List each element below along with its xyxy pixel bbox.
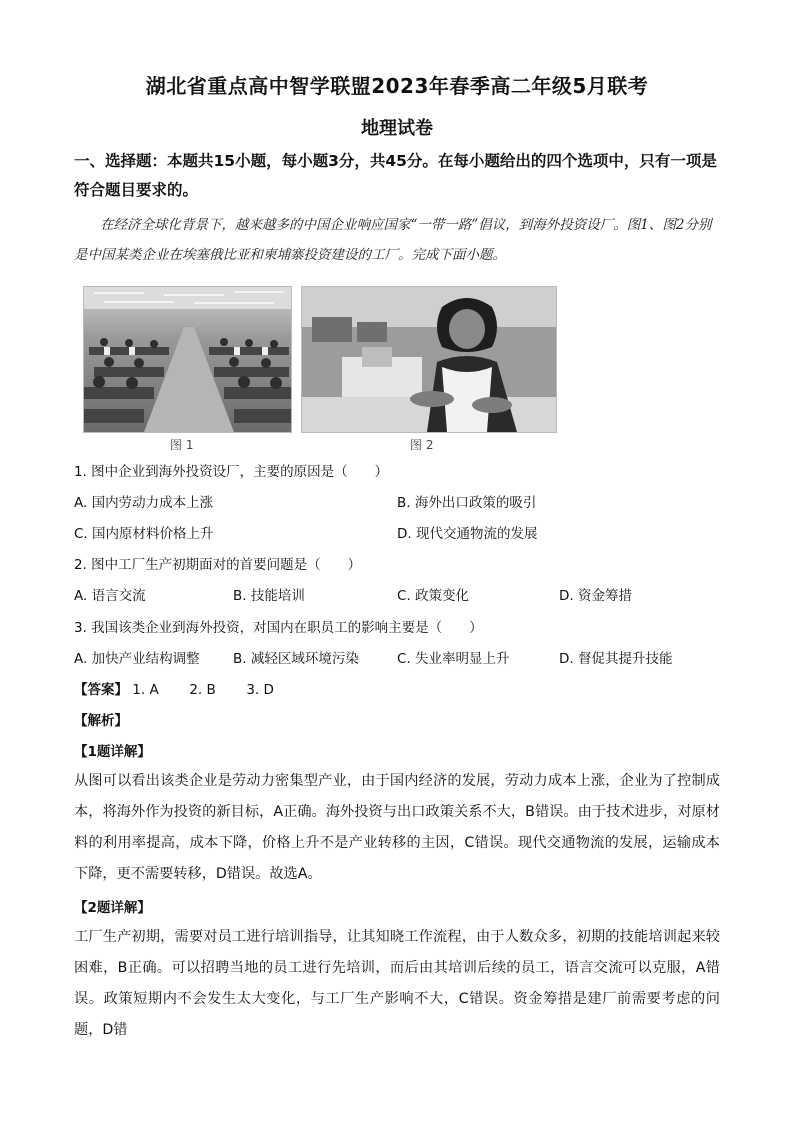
question-1-option-c: C. 国内原材料价格上升 (74, 526, 214, 542)
question-1-option-a: A. 国内劳动力成本上涨 (74, 495, 214, 511)
answer-item-3: 3. D (246, 682, 274, 698)
analysis-label: 【解析】 (74, 713, 128, 729)
question-2-stem: 2. 图中工厂生产初期面对的首要问题是（ ） (74, 557, 362, 573)
detail-1-heading: 【1题详解】 (74, 744, 151, 760)
question-1-option-d: D. 现代交通物流的发展 (397, 526, 538, 542)
figure-1-factory-photo (83, 286, 292, 433)
question-1-stem: 1. 图中企业到海外投资设厂，主要的原因是（ ） (74, 464, 389, 480)
factory-floor-illustration (84, 287, 291, 432)
question-3-option-a: A. 加快产业结构调整 (74, 651, 200, 667)
exam-subtitle: 地理试卷 (361, 118, 433, 139)
detail-2-heading: 【2题详解】 (74, 900, 151, 916)
figure-1-caption: 图 1 (170, 438, 194, 452)
question-3-stem: 3. 我国该类企业到海外投资，对国内在职员工的影响主要是（ ） (74, 620, 483, 636)
worker-illustration (302, 287, 556, 432)
figure-2-caption: 图 2 (410, 438, 434, 452)
exam-title: 湖北省重点高中智学联盟2023年春季高二年级5月联考 (145, 74, 649, 98)
question-3-option-d: D. 督促其提升技能 (559, 651, 673, 667)
answer-line (74, 680, 274, 700)
question-intro: 在经济全球化背景下，越来越多的中国企业响应国家“一带一路”倡议，到海外投资设厂。图1、图2分别是中国某类企业在埃塞俄比亚和柬埔寨投资建设的工厂。完成下面小题。 (74, 217, 712, 263)
question-2-option-b: B. 技能培训 (233, 588, 305, 604)
question-3-option-b: B. 减轻区域环境污染 (233, 651, 359, 667)
question-1-option-b: B. 海外出口政策的吸引 (397, 495, 537, 511)
question-3-option-c: C. 失业率明显上升 (397, 651, 510, 667)
answer-label: 【答案】 (74, 682, 128, 698)
question-2-option-d: D. 资金筹措 (559, 588, 632, 604)
answer-item-1: 1. A (132, 682, 159, 698)
question-2-option-a: A. 语言交流 (74, 588, 146, 604)
answer-item-2: 2. B (189, 682, 216, 698)
figure-2-worker-photo (301, 286, 557, 433)
section-heading: 一、选择题：本题共15小题，每小题3分，共45分。在每小题给出的四个选项中，只有一项是符合题目要求的。 (74, 152, 717, 199)
detail-1-text: 从图可以看出该类企业是劳动力密集型产业，由于国内经济的发展，劳动力成本上涨，企业为了控制成本，将海外作为投资的新目标，A正确。海外投资与出口政策关系不大，B错误。由于技术进步，对原材料的利用率提高，成本下降，价格上升不是产业转移的主因，C错误。现代交通物流的发展，运输成本下降，更不需要转移，D错误。故选A。 (74, 773, 720, 882)
detail-2-text: 工厂生产初期，需要对员工进行培训指导，让其知晓工作流程，由于人数众多，初期的技能培训起来较困难，B正确。可以招聘当地的员工进行先培训，而后由其培训后续的员工，语言交流可以克服，A错误。政策短期内不会发生太大变化，与工厂生产影响不大，C错误。资金筹措是建厂前需要考虑的问题，D错 (74, 929, 720, 1038)
question-2-option-c: C. 政策变化 (397, 588, 470, 604)
